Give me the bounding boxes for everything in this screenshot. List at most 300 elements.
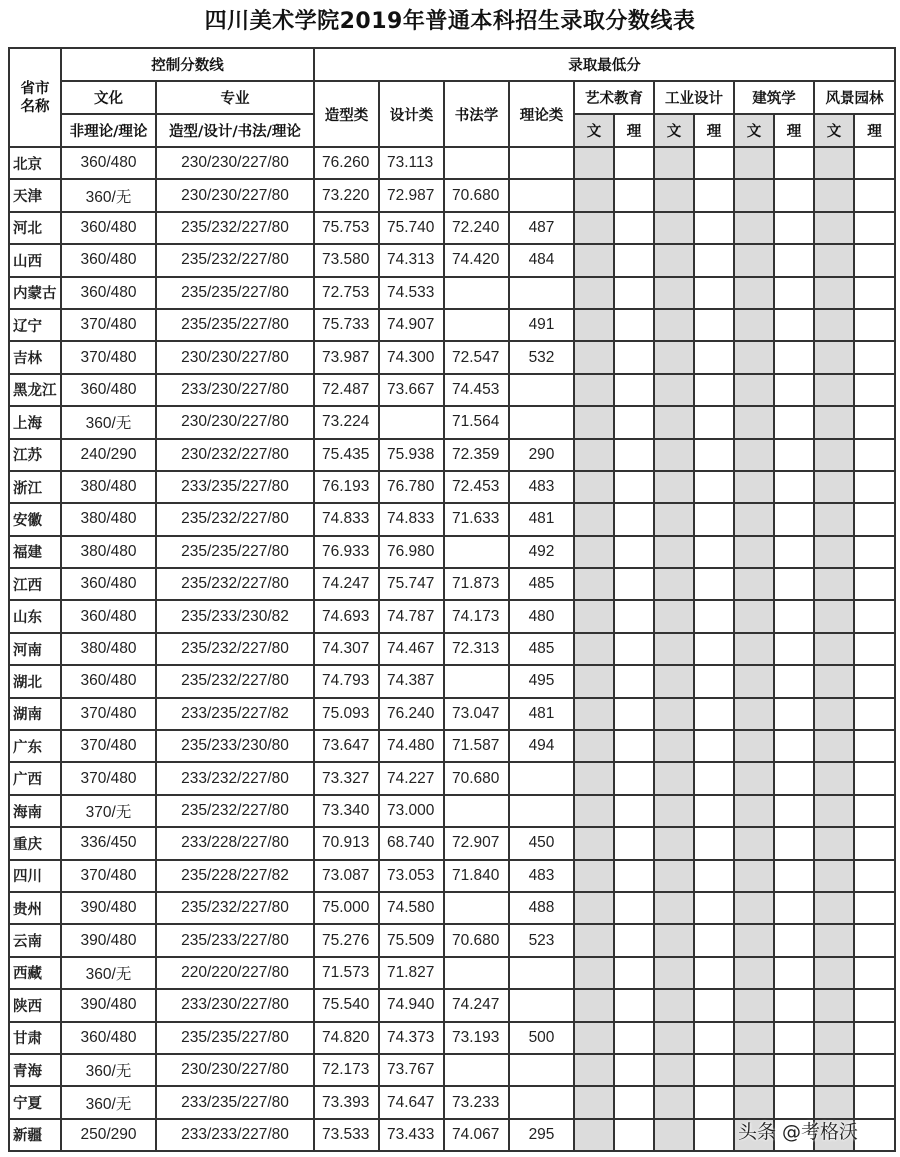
wen-score-cell bbox=[814, 179, 854, 211]
wen-score-cell bbox=[574, 1054, 614, 1086]
major-line-cell: 233/235/227/80 bbox=[156, 471, 314, 503]
wen-score-cell bbox=[814, 665, 854, 697]
sculpture-score-cell: 73.087 bbox=[314, 860, 379, 892]
table-row bbox=[9, 439, 895, 471]
design-score-cell: 76.780 bbox=[379, 471, 444, 503]
theory-score-cell: 483 bbox=[509, 860, 574, 892]
wen-score-cell bbox=[734, 277, 774, 309]
major-line-cell: 233/230/227/80 bbox=[156, 374, 314, 406]
wen-score-cell bbox=[574, 989, 614, 1021]
li-score-cell bbox=[854, 827, 895, 859]
design-score-cell: 72.987 bbox=[379, 179, 444, 211]
province-cell: 天津 bbox=[9, 179, 61, 211]
li-score-cell bbox=[774, 860, 814, 892]
wen-score-cell bbox=[654, 439, 694, 471]
li-score-cell bbox=[774, 277, 814, 309]
province-cell: 辽宁 bbox=[9, 309, 61, 341]
theory-score-cell bbox=[509, 795, 574, 827]
sculpture-score-cell: 76.193 bbox=[314, 471, 379, 503]
wen-score-cell bbox=[734, 179, 774, 211]
li-score-cell bbox=[614, 536, 654, 568]
major-line-cell: 235/235/227/80 bbox=[156, 536, 314, 568]
province-cell: 湖北 bbox=[9, 665, 61, 697]
major-line-cell: 233/235/227/82 bbox=[156, 698, 314, 730]
culture-line-cell: 360/480 bbox=[61, 212, 156, 244]
li-score-cell bbox=[854, 568, 895, 600]
wen-score-cell bbox=[814, 827, 854, 859]
li-score-cell bbox=[854, 536, 895, 568]
li-header: 理 bbox=[694, 114, 734, 147]
li-score-cell bbox=[774, 179, 814, 211]
culture-line-cell: 360/480 bbox=[61, 277, 156, 309]
design-score-cell: 74.833 bbox=[379, 503, 444, 535]
theory-score-cell bbox=[509, 762, 574, 794]
wen-score-cell bbox=[814, 503, 854, 535]
wen-score-cell bbox=[734, 212, 774, 244]
theory-score-cell bbox=[509, 179, 574, 211]
sculpture-score-cell: 75.733 bbox=[314, 309, 379, 341]
design-score-cell: 74.940 bbox=[379, 989, 444, 1021]
group-header-architecture: 建筑学 bbox=[734, 81, 814, 114]
theory-score-cell: 485 bbox=[509, 568, 574, 600]
li-score-cell bbox=[854, 212, 895, 244]
sculpture-score-cell: 73.327 bbox=[314, 762, 379, 794]
li-score-cell bbox=[694, 536, 734, 568]
province-cell: 甘肃 bbox=[9, 1022, 61, 1054]
sculpture-score-cell: 72.487 bbox=[314, 374, 379, 406]
sculpture-score-cell: 73.220 bbox=[314, 179, 379, 211]
major-line-cell: 235/232/227/80 bbox=[156, 795, 314, 827]
calligraphy-score-cell: 70.680 bbox=[444, 924, 509, 956]
theory-score-cell: 450 bbox=[509, 827, 574, 859]
sculpture-score-cell: 74.693 bbox=[314, 600, 379, 632]
wen-score-cell bbox=[814, 536, 854, 568]
culture-line-cell: 370/480 bbox=[61, 698, 156, 730]
calligraphy-score-cell bbox=[444, 536, 509, 568]
table-row bbox=[9, 536, 895, 568]
major-line-cell: 235/232/227/80 bbox=[156, 892, 314, 924]
li-score-cell bbox=[694, 600, 734, 632]
major-line-cell: 235/228/227/82 bbox=[156, 860, 314, 892]
wen-score-cell bbox=[814, 147, 854, 179]
calligraphy-score-cell: 74.173 bbox=[444, 600, 509, 632]
province-cell: 河北 bbox=[9, 212, 61, 244]
calligraphy-score-cell: 74.247 bbox=[444, 989, 509, 1021]
wen-score-cell bbox=[654, 633, 694, 665]
province-cell: 青海 bbox=[9, 1054, 61, 1086]
theory-score-cell: 500 bbox=[509, 1022, 574, 1054]
li-score-cell bbox=[614, 1022, 654, 1054]
calligraphy-score-cell: 74.420 bbox=[444, 244, 509, 276]
group-header-landscape: 风景园林 bbox=[814, 81, 895, 114]
li-score-cell bbox=[614, 762, 654, 794]
table-row bbox=[9, 244, 895, 276]
major-sub-header: 造型/设计/书法/理论 bbox=[156, 114, 314, 147]
wen-score-cell bbox=[574, 568, 614, 600]
li-score-cell bbox=[854, 374, 895, 406]
li-score-cell bbox=[614, 309, 654, 341]
wen-score-cell bbox=[734, 1086, 774, 1118]
li-score-cell bbox=[694, 1054, 734, 1086]
li-score-cell bbox=[774, 503, 814, 535]
li-score-cell bbox=[854, 730, 895, 762]
major-line-cell: 233/232/227/80 bbox=[156, 762, 314, 794]
wen-score-cell bbox=[734, 503, 774, 535]
li-score-cell bbox=[614, 244, 654, 276]
design-score-cell: 74.373 bbox=[379, 1022, 444, 1054]
wen-score-cell bbox=[734, 730, 774, 762]
table-row bbox=[9, 406, 895, 438]
sculpture-score-cell: 73.533 bbox=[314, 1119, 379, 1151]
wen-score-cell bbox=[574, 730, 614, 762]
wen-score-cell bbox=[654, 374, 694, 406]
watermark: 头条 @考格沃 bbox=[738, 1121, 859, 1143]
wen-score-cell bbox=[654, 665, 694, 697]
li-score-cell bbox=[614, 277, 654, 309]
wen-score-cell bbox=[734, 795, 774, 827]
table-row bbox=[9, 860, 895, 892]
table-row bbox=[9, 471, 895, 503]
li-score-cell bbox=[854, 341, 895, 373]
theory-score-cell bbox=[509, 989, 574, 1021]
province-cell: 陕西 bbox=[9, 989, 61, 1021]
wen-score-cell bbox=[814, 212, 854, 244]
province-cell: 山西 bbox=[9, 244, 61, 276]
wen-score-cell bbox=[654, 989, 694, 1021]
culture-line-cell: 360/480 bbox=[61, 600, 156, 632]
major-line-cell: 235/233/230/82 bbox=[156, 600, 314, 632]
wen-score-cell bbox=[574, 309, 614, 341]
wen-score-cell bbox=[574, 665, 614, 697]
wen-score-cell bbox=[574, 406, 614, 438]
wen-score-cell bbox=[654, 309, 694, 341]
wen-score-cell bbox=[654, 568, 694, 600]
li-score-cell bbox=[694, 957, 734, 989]
wen-score-cell bbox=[814, 892, 854, 924]
culture-line-cell: 370/480 bbox=[61, 860, 156, 892]
culture-line-cell: 380/480 bbox=[61, 536, 156, 568]
wen-score-cell bbox=[654, 1119, 694, 1151]
calligraphy-score-cell bbox=[444, 892, 509, 924]
sculpture-score-cell: 73.393 bbox=[314, 1086, 379, 1118]
major-line-cell: 235/232/227/80 bbox=[156, 568, 314, 600]
sculpture-score-cell: 72.173 bbox=[314, 1054, 379, 1086]
calligraphy-score-cell: 73.193 bbox=[444, 1022, 509, 1054]
li-score-cell bbox=[774, 1022, 814, 1054]
wen-score-cell bbox=[654, 1022, 694, 1054]
wen-score-cell bbox=[654, 762, 694, 794]
li-score-cell bbox=[774, 762, 814, 794]
wen-score-cell bbox=[574, 503, 614, 535]
col-header-calligraphy: 书法学 bbox=[444, 81, 509, 147]
li-score-cell bbox=[694, 633, 734, 665]
theory-score-cell: 494 bbox=[509, 730, 574, 762]
wen-score-cell bbox=[814, 568, 854, 600]
li-score-cell bbox=[854, 1119, 895, 1151]
major-line-cell: 230/232/227/80 bbox=[156, 439, 314, 471]
wen-score-cell bbox=[574, 633, 614, 665]
li-score-cell bbox=[614, 730, 654, 762]
major-line-cell: 235/233/230/80 bbox=[156, 730, 314, 762]
li-score-cell bbox=[614, 568, 654, 600]
wen-score-cell bbox=[814, 795, 854, 827]
wen-score-cell bbox=[814, 1022, 854, 1054]
li-score-cell bbox=[774, 633, 814, 665]
wen-score-cell bbox=[574, 536, 614, 568]
wen-score-cell bbox=[574, 924, 614, 956]
wen-score-cell bbox=[734, 762, 774, 794]
wen-header: 文 bbox=[734, 114, 774, 147]
li-score-cell bbox=[854, 795, 895, 827]
design-score-cell: 76.240 bbox=[379, 698, 444, 730]
li-score-cell bbox=[614, 924, 654, 956]
culture-line-cell: 370/480 bbox=[61, 730, 156, 762]
design-score-cell: 73.667 bbox=[379, 374, 444, 406]
wen-score-cell bbox=[814, 633, 854, 665]
wen-score-cell bbox=[814, 1086, 854, 1118]
li-score-cell bbox=[854, 957, 895, 989]
culture-line-cell: 390/480 bbox=[61, 924, 156, 956]
theory-score-cell bbox=[509, 277, 574, 309]
culture-line-cell: 380/480 bbox=[61, 471, 156, 503]
calligraphy-score-cell: 70.680 bbox=[444, 179, 509, 211]
li-score-cell bbox=[614, 665, 654, 697]
li-score-cell bbox=[694, 762, 734, 794]
major-line-cell: 235/235/227/80 bbox=[156, 1022, 314, 1054]
li-score-cell bbox=[614, 860, 654, 892]
culture-line-cell: 360/无 bbox=[61, 1086, 156, 1118]
wen-score-cell bbox=[574, 374, 614, 406]
wen-score-cell bbox=[734, 1022, 774, 1054]
design-score-cell: 74.467 bbox=[379, 633, 444, 665]
wen-score-cell bbox=[814, 1054, 854, 1086]
sculpture-score-cell: 73.647 bbox=[314, 730, 379, 762]
wen-score-cell bbox=[574, 827, 614, 859]
sculpture-score-cell: 72.753 bbox=[314, 277, 379, 309]
wen-score-cell bbox=[814, 924, 854, 956]
wen-score-cell bbox=[814, 439, 854, 471]
li-score-cell bbox=[614, 892, 654, 924]
wen-score-cell bbox=[574, 600, 614, 632]
province-cell: 广东 bbox=[9, 730, 61, 762]
wen-score-cell bbox=[654, 212, 694, 244]
culture-line-cell: 240/290 bbox=[61, 439, 156, 471]
wen-score-cell bbox=[734, 471, 774, 503]
wen-score-cell bbox=[654, 471, 694, 503]
design-score-cell: 74.300 bbox=[379, 341, 444, 373]
major-header: 专业 bbox=[156, 81, 314, 114]
province-cell: 广西 bbox=[9, 762, 61, 794]
li-score-cell bbox=[694, 1086, 734, 1118]
culture-line-cell: 360/480 bbox=[61, 147, 156, 179]
calligraphy-score-cell: 72.313 bbox=[444, 633, 509, 665]
theory-score-cell: 485 bbox=[509, 633, 574, 665]
culture-line-cell: 390/480 bbox=[61, 892, 156, 924]
li-score-cell bbox=[614, 600, 654, 632]
wen-score-cell bbox=[734, 892, 774, 924]
wen-score-cell bbox=[734, 957, 774, 989]
culture-line-cell: 370/480 bbox=[61, 341, 156, 373]
sculpture-score-cell: 74.833 bbox=[314, 503, 379, 535]
calligraphy-score-cell: 71.564 bbox=[444, 406, 509, 438]
culture-line-cell: 360/480 bbox=[61, 1022, 156, 1054]
major-line-cell: 235/235/227/80 bbox=[156, 309, 314, 341]
sculpture-score-cell: 76.933 bbox=[314, 536, 379, 568]
calligraphy-score-cell: 71.873 bbox=[444, 568, 509, 600]
design-score-cell: 74.480 bbox=[379, 730, 444, 762]
li-score-cell bbox=[694, 698, 734, 730]
li-score-cell bbox=[694, 665, 734, 697]
wen-header: 文 bbox=[654, 114, 694, 147]
sculpture-score-cell: 75.093 bbox=[314, 698, 379, 730]
li-score-cell bbox=[614, 439, 654, 471]
li-score-cell bbox=[694, 795, 734, 827]
wen-score-cell bbox=[734, 989, 774, 1021]
culture-line-cell: 360/无 bbox=[61, 957, 156, 989]
li-score-cell bbox=[774, 309, 814, 341]
wen-score-cell bbox=[574, 341, 614, 373]
design-score-cell: 71.827 bbox=[379, 957, 444, 989]
sculpture-score-cell: 75.276 bbox=[314, 924, 379, 956]
design-score-cell: 74.580 bbox=[379, 892, 444, 924]
li-score-cell bbox=[774, 244, 814, 276]
calligraphy-score-cell: 72.547 bbox=[444, 341, 509, 373]
wen-score-cell bbox=[654, 277, 694, 309]
li-score-cell bbox=[774, 406, 814, 438]
theory-score-cell: 495 bbox=[509, 665, 574, 697]
li-score-cell bbox=[694, 179, 734, 211]
li-score-cell bbox=[774, 568, 814, 600]
table-row bbox=[9, 665, 895, 697]
theory-score-cell: 295 bbox=[509, 1119, 574, 1151]
wen-score-cell bbox=[574, 795, 614, 827]
li-score-cell bbox=[694, 341, 734, 373]
wen-score-cell bbox=[654, 698, 694, 730]
table-header bbox=[9, 48, 895, 147]
li-score-cell bbox=[694, 277, 734, 309]
culture-line-cell: 360/480 bbox=[61, 374, 156, 406]
li-score-cell bbox=[694, 503, 734, 535]
table-row bbox=[9, 309, 895, 341]
li-score-cell bbox=[614, 1119, 654, 1151]
li-score-cell bbox=[694, 406, 734, 438]
major-line-cell: 235/232/227/80 bbox=[156, 244, 314, 276]
theory-score-cell: 484 bbox=[509, 244, 574, 276]
li-score-cell bbox=[694, 147, 734, 179]
li-score-cell bbox=[774, 989, 814, 1021]
theory-score-cell: 483 bbox=[509, 471, 574, 503]
table-row bbox=[9, 892, 895, 924]
theory-score-cell bbox=[509, 374, 574, 406]
province-cell: 福建 bbox=[9, 536, 61, 568]
li-score-cell bbox=[854, 1022, 895, 1054]
li-score-cell bbox=[774, 698, 814, 730]
wen-score-cell bbox=[654, 503, 694, 535]
wen-score-cell bbox=[574, 1119, 614, 1151]
design-score-cell: 73.113 bbox=[379, 147, 444, 179]
theory-score-cell bbox=[509, 957, 574, 989]
li-score-cell bbox=[774, 341, 814, 373]
major-line-cell: 230/230/227/80 bbox=[156, 147, 314, 179]
culture-line-cell: 360/480 bbox=[61, 665, 156, 697]
culture-line-cell: 380/480 bbox=[61, 503, 156, 535]
li-score-cell bbox=[694, 730, 734, 762]
province-header: 省市名称 bbox=[9, 48, 61, 147]
li-score-cell bbox=[614, 147, 654, 179]
province-cell: 吉林 bbox=[9, 341, 61, 373]
design-score-cell: 73.433 bbox=[379, 1119, 444, 1151]
li-score-cell bbox=[614, 989, 654, 1021]
major-line-cell: 233/228/227/80 bbox=[156, 827, 314, 859]
calligraphy-score-cell: 71.587 bbox=[444, 730, 509, 762]
calligraphy-score-cell bbox=[444, 309, 509, 341]
wen-score-cell bbox=[574, 957, 614, 989]
li-score-cell bbox=[854, 860, 895, 892]
wen-header: 文 bbox=[574, 114, 614, 147]
wen-score-cell bbox=[734, 568, 774, 600]
wen-score-cell bbox=[814, 730, 854, 762]
wen-score-cell bbox=[734, 309, 774, 341]
wen-score-cell bbox=[654, 924, 694, 956]
major-line-cell: 235/232/227/80 bbox=[156, 665, 314, 697]
li-score-cell bbox=[614, 212, 654, 244]
theory-score-cell: 492 bbox=[509, 536, 574, 568]
li-score-cell bbox=[774, 536, 814, 568]
wen-score-cell bbox=[574, 147, 614, 179]
design-score-cell: 74.387 bbox=[379, 665, 444, 697]
table-row bbox=[9, 1086, 895, 1118]
col-header-design: 设计类 bbox=[379, 81, 444, 147]
li-score-cell bbox=[854, 439, 895, 471]
li-score-cell bbox=[854, 762, 895, 794]
table-row bbox=[9, 212, 895, 244]
culture-line-cell: 360/无 bbox=[61, 1054, 156, 1086]
li-score-cell bbox=[614, 179, 654, 211]
design-score-cell: 75.509 bbox=[379, 924, 444, 956]
wen-score-cell bbox=[654, 179, 694, 211]
province-cell: 湖南 bbox=[9, 698, 61, 730]
major-line-cell: 233/235/227/80 bbox=[156, 1086, 314, 1118]
design-score-cell: 73.000 bbox=[379, 795, 444, 827]
li-score-cell bbox=[854, 1054, 895, 1086]
wen-score-cell bbox=[574, 212, 614, 244]
wen-score-cell bbox=[734, 244, 774, 276]
calligraphy-score-cell: 72.453 bbox=[444, 471, 509, 503]
calligraphy-score-cell: 71.840 bbox=[444, 860, 509, 892]
wen-score-cell bbox=[734, 827, 774, 859]
table-body bbox=[9, 147, 895, 1151]
wen-score-cell bbox=[734, 924, 774, 956]
major-line-cell: 233/233/227/80 bbox=[156, 1119, 314, 1151]
li-score-cell bbox=[774, 1086, 814, 1118]
wen-score-cell bbox=[654, 244, 694, 276]
province-cell: 上海 bbox=[9, 406, 61, 438]
li-score-cell bbox=[694, 827, 734, 859]
li-score-cell bbox=[614, 957, 654, 989]
wen-score-cell bbox=[734, 1054, 774, 1086]
sculpture-score-cell: 71.573 bbox=[314, 957, 379, 989]
culture-line-cell: 360/无 bbox=[61, 179, 156, 211]
table-row bbox=[9, 600, 895, 632]
li-score-cell bbox=[854, 179, 895, 211]
design-score-cell: 75.747 bbox=[379, 568, 444, 600]
sculpture-score-cell: 73.340 bbox=[314, 795, 379, 827]
major-line-cell: 235/232/227/80 bbox=[156, 633, 314, 665]
major-line-cell: 235/235/227/80 bbox=[156, 277, 314, 309]
wen-score-cell bbox=[734, 698, 774, 730]
table-row bbox=[9, 795, 895, 827]
li-score-cell bbox=[854, 633, 895, 665]
